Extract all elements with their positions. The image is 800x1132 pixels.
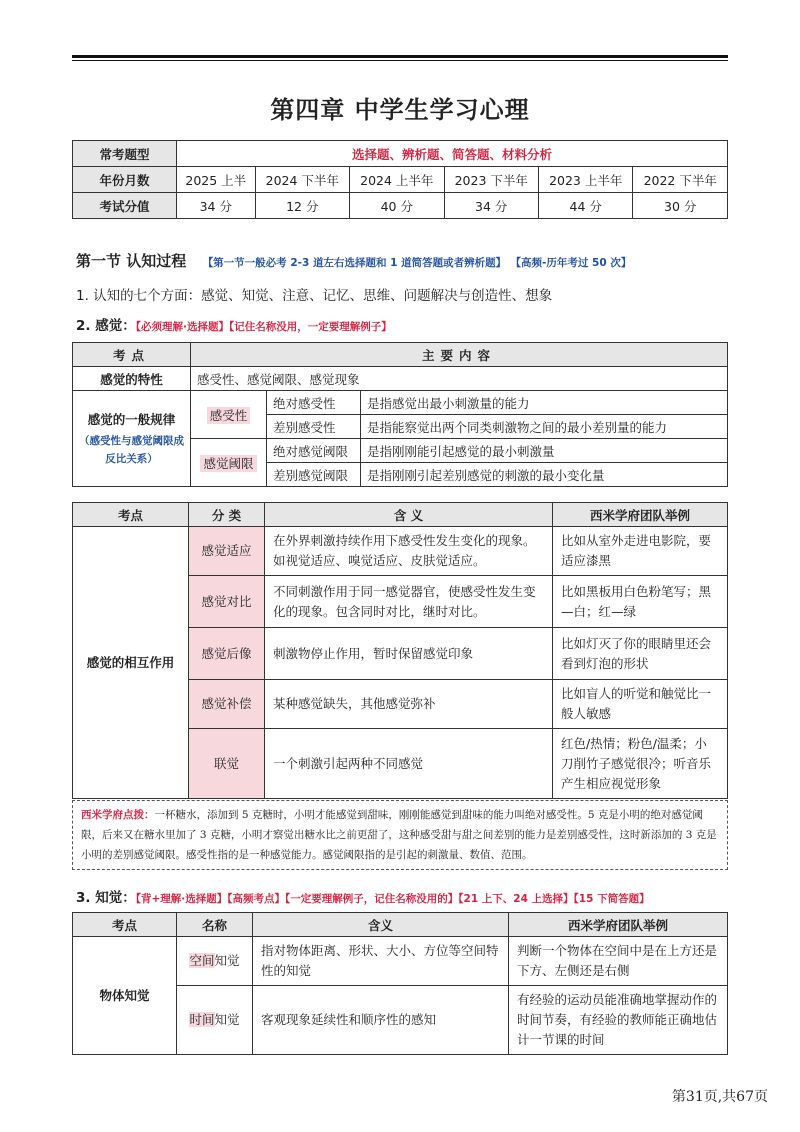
meaning: 客观现象延续性和顺序性的感知 xyxy=(253,986,509,1055)
threshold-label: 感觉阈限 xyxy=(200,455,256,472)
point-2 xyxy=(76,314,392,334)
definition: 是指刚刚引起差别感觉的刺激的最小变化量 xyxy=(361,463,728,487)
rule-note: （感受性与感觉阈限成反比关系） xyxy=(79,434,184,465)
exam-summary-table xyxy=(72,140,728,219)
tip-text: 一杯糖水，添加到 5 克糖时，小明才能感觉到甜味，刚刚能感觉到甜味的能力叫绝对感受性。5 克是小明的绝对感觉阈限，后来又在糖水里加了 3 克糖，小明才察觉出糖水比之前更甜了，这种感受甜与甜之间差别的能力是差别感受性，这时新添加的 3 克是小明的差别感觉阈限。感受性指的是一种感觉能力。感觉阈限指的是引起的刺激量、数值、范围。 xyxy=(81,809,717,861)
category: 联觉 xyxy=(189,729,265,799)
point-2-tag: 【必须理解·选择题】 xyxy=(135,321,229,333)
sub-category xyxy=(191,439,267,487)
chapter-title: 第四章 中学生学习心理 xyxy=(270,96,530,124)
section-note: 【第一节一般必考 2-3 道左右选择题和 1 道简答题或者辨析题】 xyxy=(202,257,507,269)
example: 有经验的运动员能准确地掌握动作的时间节奏，有经验的教师能正确地估计一节课的时间 xyxy=(509,986,728,1055)
topic-cell: 感觉的相互作用 xyxy=(73,527,189,799)
score-cell: 34 分 xyxy=(177,193,256,219)
sub-category xyxy=(191,391,267,439)
interaction-table xyxy=(72,502,728,799)
point-2-tag: 【记住名称没用，一定要理解例子】 xyxy=(228,321,392,333)
rule-cell xyxy=(73,391,191,487)
example: 比如盲人的听觉和触觉比一般人敏感 xyxy=(553,680,728,729)
term: 绝对感受性 xyxy=(267,391,361,415)
point-1: 1. 认知的七个方面：感觉、知觉、注意、记忆、思维、问题解决与创造性、想象 xyxy=(76,288,553,304)
score-cell: 40 分 xyxy=(350,193,444,219)
tip-lead: 西米学府点拨： xyxy=(81,809,155,821)
col-header: 西米学府团队举例 xyxy=(553,503,728,527)
example: 红色/热情；粉色/温柔；小刀削竹子感觉很冷；听音乐产生相应视觉形象 xyxy=(553,729,728,799)
rule-label: 感觉的一般规律 xyxy=(87,411,176,427)
col-header: 考点 xyxy=(73,503,189,527)
name-suffix: 知觉 xyxy=(214,953,240,968)
sensation-table xyxy=(72,342,728,487)
year-cell: 2023 上半年 xyxy=(538,167,632,193)
perception-table xyxy=(72,912,728,1055)
definition: 是指能察觉出两个同类刺激物之间的最小差别量的能力 xyxy=(361,415,728,439)
col-header: 含 义 xyxy=(265,503,553,527)
point-3 xyxy=(76,886,650,906)
section-frequency: 【高频-历年考过 50 次】 xyxy=(510,257,632,269)
col-header: 主要内容 xyxy=(191,343,728,367)
name-suffix: 知觉 xyxy=(214,1012,240,1027)
score-label: 考试分值 xyxy=(73,193,177,219)
meaning: 某种感觉缺失，其他感觉弥补 xyxy=(265,680,553,729)
col-header: 考点 xyxy=(73,913,177,937)
year-cell: 2024 上半年 xyxy=(350,167,444,193)
term: 差别感受性 xyxy=(267,415,361,439)
example: 比如灯灭了你的眼睛里还会看到灯泡的形状 xyxy=(553,628,728,680)
score-cell: 30 分 xyxy=(633,193,728,219)
meaning: 不同刺激作用于同一感觉器官，使感受性发生变化的现象。包含同时对比，继时对比。 xyxy=(265,576,553,628)
score-cell: 12 分 xyxy=(255,193,349,219)
section-title: 第一节 认知过程 xyxy=(76,252,187,270)
point-3-tags: 【背+理解·选择题】【高频考点】【一定要理解例子，记住名称没用的】【21 上下、24 上选择】【15 下简答题】 xyxy=(135,893,650,905)
types-value: 选择题、辨析题、简答题、材料分析 xyxy=(177,141,728,167)
category: 感觉补偿 xyxy=(189,680,265,729)
meaning: 在外界刺激持续作用下感受性发生变化的现象。如视觉适应、嗅觉适应、皮肤觉适应。 xyxy=(265,527,553,576)
tip-box xyxy=(72,800,728,870)
point-3-label: 3. 知觉： xyxy=(76,890,136,906)
types-label: 常考题型 xyxy=(73,141,177,167)
row-value: 感受性、感觉阈限、感觉现象 xyxy=(191,367,728,391)
point-2-label: 2. 感觉： xyxy=(76,318,136,334)
section-heading xyxy=(76,250,631,271)
meaning: 指对物体距离、形状、大小、方位等空间特性的知觉 xyxy=(253,937,509,986)
name-cell xyxy=(177,986,253,1055)
example: 比如黑板用白色粉笔写；黑—白；红—绿 xyxy=(553,576,728,628)
col-header: 分 类 xyxy=(189,503,265,527)
year-cell: 2025 上半 xyxy=(177,167,256,193)
col-header: 含义 xyxy=(253,913,509,937)
score-cell: 34 分 xyxy=(444,193,538,219)
header-rule-thin xyxy=(72,60,728,61)
score-cell: 44 分 xyxy=(538,193,632,219)
category: 感觉对比 xyxy=(189,576,265,628)
term: 差别感觉阈限 xyxy=(267,463,361,487)
meaning: 一个刺激引起两种不同感觉 xyxy=(265,729,553,799)
meaning: 刺激物停止作用，暂时保留感觉印象 xyxy=(265,628,553,680)
name-highlight: 时间 xyxy=(189,1012,215,1027)
year-cell: 2022 下半年 xyxy=(633,167,728,193)
term: 绝对感觉阈限 xyxy=(267,439,361,463)
category: 感觉后像 xyxy=(189,628,265,680)
col-header: 名称 xyxy=(177,913,253,937)
name-cell xyxy=(177,937,253,986)
example: 判断一个物体在空间中是在上方还是下方、左侧还是右侧 xyxy=(509,937,728,986)
example: 比如从室外走进电影院，要适应漆黑 xyxy=(553,527,728,576)
topic-cell: 物体知觉 xyxy=(73,937,177,1055)
definition: 是指感觉出最小刺激量的能力 xyxy=(361,391,728,415)
year-cell: 2023 下半年 xyxy=(444,167,538,193)
col-header: 西米学府团队举例 xyxy=(509,913,728,937)
year-cell: 2024 下半年 xyxy=(255,167,349,193)
col-header: 考点 xyxy=(73,343,191,367)
category: 感觉适应 xyxy=(189,527,265,576)
page-number: 第31页,共67页 xyxy=(671,1089,768,1105)
sensitivity-label: 感受性 xyxy=(207,407,251,424)
year-label: 年份月数 xyxy=(73,167,177,193)
header-rule-thick xyxy=(72,55,728,58)
name-highlight: 空间 xyxy=(189,953,215,968)
row-label: 感觉的特性 xyxy=(73,367,191,391)
definition: 是指刚刚能引起感觉的最小刺激量 xyxy=(361,439,728,463)
